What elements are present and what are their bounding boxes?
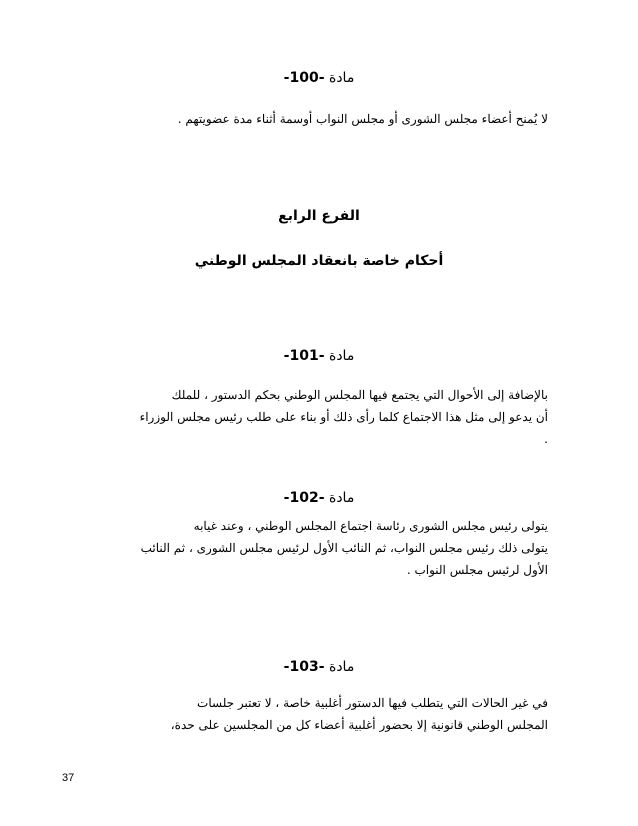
article-label: مادة bbox=[328, 490, 355, 506]
article-102-title bbox=[0, 489, 638, 507]
article-number: -101- bbox=[283, 348, 325, 364]
paragraph-line: بالإضافة إلى الأحوال التي يجتمع فيها المجلس الوطني بحكم الدستور ، للملك bbox=[171, 388, 548, 402]
paragraph-line: في غير الحالات التي يتطلب فيها الدستور أغلبية خاصة ، لا تعتبر جلسات bbox=[197, 696, 548, 710]
article-number: -102- bbox=[283, 490, 325, 506]
branch-title: الفرع الرابع bbox=[278, 208, 360, 224]
article-label: مادة bbox=[328, 348, 355, 364]
paragraph-line: لا يُمنح أعضاء مجلس الشورى أو مجلس النواب أوسمة أثناء مدة عضويتهم . bbox=[177, 112, 548, 126]
paragraph-line: يتولى ذلك رئيس مجلس النواب، ثم النائب الأول لرئيس مجلس الشورى ، ثم النائب bbox=[140, 541, 548, 555]
article-100-title bbox=[0, 69, 638, 87]
paragraph-line: المجلس الوطني قانونية إلا بحضور أغلبية أعضاء كل من المجلسين على حدة، bbox=[170, 718, 548, 732]
article-103-title bbox=[0, 658, 638, 676]
article-103-text bbox=[100, 692, 548, 736]
article-label: مادة bbox=[328, 70, 355, 86]
article-number: -103- bbox=[283, 659, 325, 675]
article-102-text bbox=[100, 515, 548, 581]
article-100-text bbox=[100, 108, 548, 130]
article-101-text bbox=[100, 384, 548, 450]
article-number: -100- bbox=[283, 70, 325, 86]
article-101-title bbox=[0, 347, 638, 365]
paragraph-line: أن يدعو إلى مثل هذا الاجتماع كلما رأى ذلك أو بناء على طلب رئيس مجلس الوزراء bbox=[139, 410, 548, 424]
paragraph-line: الأول لرئيس مجلس النواب . bbox=[406, 563, 548, 577]
paragraph-line: . bbox=[544, 432, 548, 446]
article-label: مادة bbox=[328, 659, 355, 675]
page-number: 37 bbox=[62, 772, 75, 784]
section-subtitle: أحكام خاصة بانعقاد المجلس الوطني bbox=[194, 253, 444, 269]
paragraph-line: يتولى رئيس مجلس الشورى رئاسة اجتماع المجلس الوطني ، وعند غيابه bbox=[193, 519, 548, 533]
